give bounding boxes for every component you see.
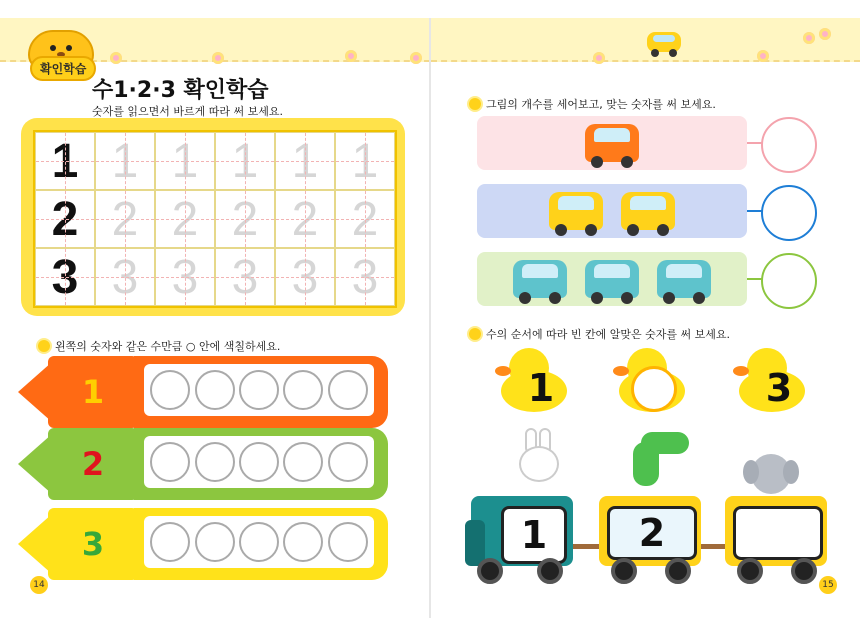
sun-icon — [38, 340, 50, 352]
color-circle[interactable] — [328, 370, 368, 410]
tracing-board — [21, 118, 405, 316]
section-badge: 확인학습 — [30, 56, 96, 81]
wheel — [537, 558, 563, 584]
color-circle[interactable] — [239, 442, 279, 482]
page-title: 수1·2·3 확인학습 — [92, 78, 269, 103]
flower-icon — [757, 50, 769, 62]
duck-icon — [733, 348, 805, 412]
car-icon — [621, 192, 675, 230]
color-circle[interactable] — [239, 370, 279, 410]
wheel — [665, 558, 691, 584]
sequence-instruction — [469, 326, 730, 342]
left-page — [0, 18, 430, 618]
crayon-band — [48, 356, 138, 428]
sun-icon — [469, 98, 481, 110]
duck-icon — [613, 348, 685, 412]
color-circle[interactable] — [283, 522, 323, 562]
trace-digit[interactable]: 3 — [95, 248, 155, 306]
crayon-row — [18, 428, 390, 500]
sun-icon — [469, 328, 481, 340]
page-number: 15 — [819, 576, 837, 594]
page-number: 14 — [30, 576, 48, 594]
wheel — [791, 558, 817, 584]
car-count-row — [477, 252, 747, 306]
trace-digit[interactable]: 2 — [95, 190, 155, 248]
color-circle[interactable] — [195, 370, 235, 410]
circle-area — [144, 516, 374, 568]
color-circle[interactable] — [195, 442, 235, 482]
color-circle[interactable] — [195, 522, 235, 562]
answer-circle[interactable] — [761, 117, 817, 173]
trace-digit[interactable]: 1 — [335, 132, 395, 190]
crayon-tip — [18, 514, 52, 574]
duck-icon — [495, 348, 567, 412]
trace-digit[interactable]: 3 — [275, 248, 335, 306]
color-circle[interactable] — [150, 522, 190, 562]
flower-icon — [593, 52, 605, 64]
duck-blank-answer[interactable] — [631, 366, 677, 412]
car-icon — [549, 192, 603, 230]
trace-digit[interactable]: 3 — [335, 248, 395, 306]
sequence-instruction-text: 수의 순서에 따라 빈 칸에 알맞은 숫자를 써 보세요. — [486, 328, 730, 341]
trace-digit[interactable]: 2 — [215, 190, 275, 248]
flower-icon — [410, 52, 422, 64]
wheel — [737, 558, 763, 584]
car-icon — [657, 260, 711, 298]
counting-instruction — [469, 96, 716, 112]
crayon-tip — [18, 434, 52, 494]
model-digit: 1 — [35, 132, 95, 190]
coloring-instruction — [38, 338, 280, 354]
trace-digit[interactable]: 1 — [275, 132, 335, 190]
trace-digit[interactable]: 2 — [275, 190, 335, 248]
crayon-number: 1 — [81, 373, 105, 411]
train-coupling — [573, 544, 599, 549]
train-number-plate: 1 — [501, 506, 567, 564]
dinosaur-icon — [631, 432, 689, 482]
train-number-plate: 2 — [607, 506, 697, 560]
color-circle[interactable] — [283, 370, 323, 410]
coloring-instruction-text: 왼쪽의 숫자와 같은 수만큼 ○ 안에 색칠하세요. — [55, 340, 281, 353]
model-digit: 3 — [35, 248, 95, 306]
train-car-2 — [599, 496, 701, 566]
tracing-instruction: 숫자를 읽으면서 바르게 따라 써 보세요. — [92, 105, 283, 118]
trace-digit[interactable]: 2 — [155, 190, 215, 248]
trace-digit[interactable]: 1 — [155, 132, 215, 190]
elephant-icon — [743, 454, 799, 496]
flower-icon — [345, 50, 357, 62]
train-locomotive — [471, 496, 573, 566]
color-circle[interactable] — [239, 522, 279, 562]
yellow-car-icon — [647, 32, 681, 52]
trace-digit[interactable]: 2 — [335, 190, 395, 248]
trace-digit[interactable]: 3 — [215, 248, 275, 306]
answer-circle[interactable] — [761, 253, 817, 309]
crayon-row — [18, 508, 390, 580]
bunny-icon — [517, 428, 557, 480]
train-coupling — [701, 544, 725, 549]
crayon-band — [48, 428, 138, 500]
crayon-body — [134, 428, 388, 500]
crayon-number: 3 — [81, 525, 105, 563]
crayon-band — [48, 508, 138, 580]
header-band — [431, 18, 860, 62]
right-page — [431, 18, 860, 618]
crayon-number: 2 — [81, 445, 105, 483]
trace-digit[interactable]: 1 — [95, 132, 155, 190]
color-circle[interactable] — [328, 442, 368, 482]
train-car-3 — [725, 496, 827, 566]
crayon-row — [18, 356, 390, 428]
car-count-row — [477, 184, 747, 238]
trace-digit[interactable]: 1 — [215, 132, 275, 190]
color-circle[interactable] — [328, 522, 368, 562]
flower-icon — [803, 32, 815, 44]
duck-number: 1 — [527, 366, 555, 410]
car-icon — [585, 124, 639, 162]
answer-circle[interactable] — [761, 185, 817, 241]
duck-number: 3 — [765, 366, 793, 410]
car-count-row — [477, 116, 747, 170]
trace-digit[interactable]: 3 — [155, 248, 215, 306]
train-number-plate — [733, 506, 823, 560]
color-circle[interactable] — [150, 442, 190, 482]
crayon-tip — [18, 362, 52, 422]
crayon-body — [134, 356, 388, 428]
color-circle[interactable] — [150, 370, 190, 410]
car-icon — [585, 260, 639, 298]
crayon-body — [134, 508, 388, 580]
wheel — [477, 558, 503, 584]
circle-area — [144, 364, 374, 416]
circle-area — [144, 436, 374, 488]
color-circle[interactable] — [283, 442, 323, 482]
flower-icon — [819, 28, 831, 40]
flower-icon — [110, 52, 122, 64]
counting-instruction-text: 그림의 개수를 세어보고, 맞는 숫자를 써 보세요. — [486, 98, 716, 111]
tracing-grid — [33, 130, 397, 308]
flower-icon — [212, 52, 224, 64]
wheel — [611, 558, 637, 584]
car-icon — [513, 260, 567, 298]
model-digit: 2 — [35, 190, 95, 248]
